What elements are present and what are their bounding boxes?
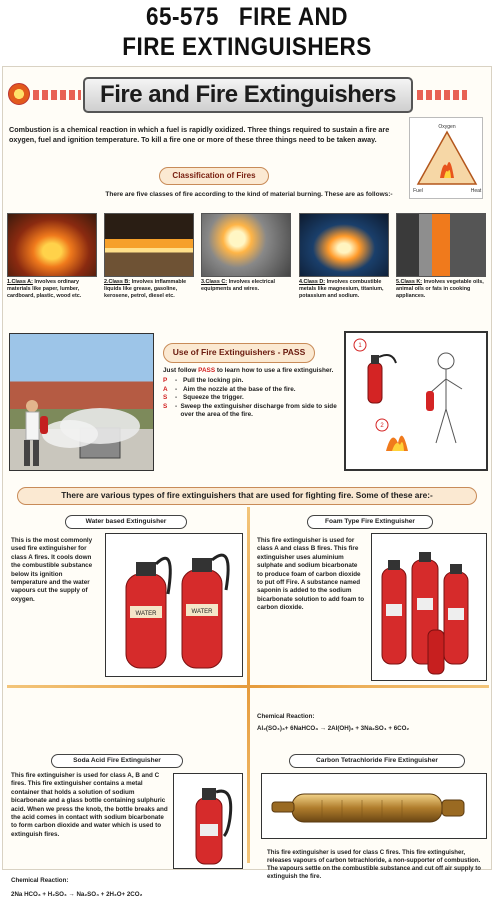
water-label: WATER bbox=[191, 609, 213, 615]
foam-title: Foam Type Fire Extinguisher bbox=[307, 515, 433, 529]
triangle-heat-label: Heat bbox=[470, 188, 482, 194]
water-text: This is the most commonly used fire extinguisher for class A fires. It cools down the combustible substance below its ignition temperature and the water vapours cut the supply of oxygen. bbox=[11, 537, 93, 603]
svg-text:2: 2 bbox=[380, 423, 384, 429]
soda-reaction: 2Na HCO₃ + H₂SO₄ → Na₂SO₄ + 2H₂O+ 2CO₂ bbox=[11, 891, 143, 898]
class-c-text: Involves electrical equipments and wires. bbox=[201, 279, 276, 293]
intro-text: Combustion is a chemical reaction in which a fuel is rapidly oxidized. Three things required to sustain a fire are oxygen, fuel and ignition temperature. To kill a fire one or more of these three things need to be taken away. bbox=[9, 125, 390, 144]
water-title: Water based Extinguisher bbox=[65, 515, 187, 529]
foam-image bbox=[371, 533, 487, 681]
class-d-desc bbox=[299, 279, 391, 301]
ctc-title: Carbon Tetrachloride Fire Extinguisher bbox=[289, 754, 465, 768]
pass-step-s1: S - Squeeze the trigger. bbox=[163, 394, 244, 402]
foam-text: This fire extinguisher is used for class A and class B fires. This fire extinguisher uses aluminium sulphate and sodium bicarbonate to produce foam of carbon dioxide to put off Fire. A substance named saponin is added to the sodium bicarbonate solution to add foam to carbon dioxide. bbox=[257, 537, 365, 612]
ctc-image bbox=[261, 773, 487, 839]
chart-poster bbox=[2, 66, 492, 898]
fire-triangle-icon bbox=[409, 117, 483, 199]
product-title-line2: FIRE EXTINGUISHERS bbox=[122, 33, 372, 61]
classification-subtitle: There are five classes of fire according to the kind of material burning. These are as follows:- bbox=[105, 191, 393, 198]
foam-reaction-label: Chemical Reaction: bbox=[257, 713, 315, 720]
class-k-text: Involves vegetable oils, animal oils or fats in cooking appliances. bbox=[396, 279, 484, 300]
class-c-desc bbox=[201, 279, 293, 293]
pass-letter: S bbox=[163, 402, 168, 410]
class-a-image bbox=[7, 213, 97, 277]
pass-title: Use of Fire Extinguishers - PASS bbox=[163, 343, 315, 363]
class-a-desc bbox=[7, 279, 99, 301]
pass-diagram bbox=[344, 331, 488, 471]
pass-letter: P bbox=[163, 377, 168, 385]
pass-lead-post: to learn how to use a fire extinguisher. bbox=[215, 367, 334, 374]
soda-title: Soda Acid Fire Extinguisher bbox=[51, 754, 183, 768]
triangle-fuel-label: Fuel bbox=[413, 188, 423, 194]
pass-lead bbox=[163, 367, 339, 375]
classification-title: Classification of Fires bbox=[159, 167, 269, 185]
header-band bbox=[3, 73, 493, 115]
soda-image bbox=[173, 773, 243, 869]
soda-text: This fire extinguisher is used for class A, B and C fires. This fire extinguisher contains a metal container that holds a solution of sodium bicarbonate and a glass bottle containing sulphuric acid. When we press the knob, the bottle breaks and the acid comes in contact with sodium bicarbonate to form carbon dioxide and water which is used to extinguish fires. bbox=[11, 772, 168, 838]
class-k-desc bbox=[396, 279, 488, 301]
product-title bbox=[25, 2, 470, 62]
water-image bbox=[105, 533, 243, 677]
pass-step-a: A - Aim the nozzle at the base of the fire. bbox=[163, 385, 296, 393]
pass-step-text: Pull the locking pin. bbox=[183, 377, 244, 385]
pass-lead-word: PASS bbox=[198, 367, 216, 374]
triangle-oxygen-label: Oxygen bbox=[438, 124, 456, 130]
pass-photo bbox=[9, 333, 154, 471]
class-a-text: Involves ordinary materials like paper, lumber, cardboard, plastic, wood etc. bbox=[7, 279, 82, 300]
class-c-image bbox=[201, 213, 291, 277]
pass-step-p: P - Pull the locking pin. bbox=[163, 377, 244, 385]
water-label: WATER bbox=[135, 611, 157, 617]
extinguisher-types bbox=[7, 507, 489, 884]
decor-stripes-left bbox=[33, 90, 81, 100]
pass-step-text: Sweep the extinguisher discharge from side to side over the area of the fire. bbox=[180, 402, 337, 419]
extinguisher-icon bbox=[354, 339, 396, 403]
class-b-head: 2.Class B: bbox=[104, 279, 131, 285]
decor-stripes-right bbox=[417, 90, 467, 100]
class-a-head: 1.Class A: bbox=[7, 279, 33, 285]
class-k-head: 5.Class K: bbox=[396, 279, 423, 285]
class-b-image bbox=[104, 213, 194, 277]
class-d-image bbox=[299, 213, 389, 277]
class-k-image bbox=[396, 213, 486, 277]
pass-body bbox=[163, 367, 339, 419]
pass-step-text: Squeeze the trigger. bbox=[183, 394, 244, 402]
poster-title: Fire and Fire Extinguishers bbox=[83, 77, 413, 113]
pass-step-text: Aim the nozzle at the base of the fire. bbox=[183, 385, 296, 393]
types-banner: There are various types of fire extinguishers that are used for fighting fire. Some of these are:- bbox=[17, 487, 477, 505]
ctc-text: This fire extinguisher is used for class C fires. This fire extinguisher, releases vapours of carbon tetrachloride, a non-supporter of combustion. The vapours settle on the combustible substance and cut off air supply to extinguish the fire. bbox=[267, 849, 481, 880]
class-c-head: 3.Class C: bbox=[201, 279, 228, 285]
class-b-text: Involves inflammable liquids like grease, gasoline, kerosene, petrol, diesel etc. bbox=[104, 279, 187, 300]
class-d-text: Involves combustible metals like magnesium, titanium, potassium and sodium. bbox=[299, 279, 384, 300]
pass-step-s2: S - Sweep the extinguisher discharge from side to side over the area of the fire. bbox=[163, 403, 339, 420]
pass-letter: S bbox=[163, 394, 168, 402]
class-b-desc bbox=[104, 279, 196, 301]
product-title-line1: 65-575 FIRE AND bbox=[146, 3, 348, 31]
logo-icon bbox=[8, 83, 30, 105]
foam-reaction: Al₂(SO₄)₃+ 6NaHCO₃ → 2Al(OH)₃ + 3Na₂SO₄ + 6CO₂ bbox=[257, 725, 410, 732]
svg-text:1: 1 bbox=[358, 343, 362, 349]
pass-lead-pre: Just follow bbox=[163, 367, 199, 374]
class-d-head: 4.Class D: bbox=[299, 279, 326, 285]
soda-reaction-label: Chemical Reaction: bbox=[11, 877, 69, 884]
pass-letter: A bbox=[163, 385, 168, 393]
divider-vertical bbox=[247, 507, 250, 863]
